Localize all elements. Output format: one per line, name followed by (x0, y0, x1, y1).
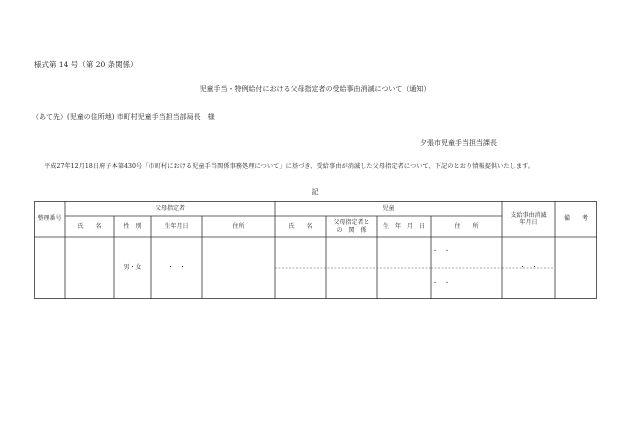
col-child-relation-line2: の 関 係 (336, 226, 367, 234)
sender: 夕張市児童手当担当課長 (420, 139, 497, 147)
col-shometsu-line2: 年月日 (519, 219, 538, 226)
col-child-relation-line1: 父母指定者と (333, 219, 370, 226)
col-parent-address: 住所 (232, 222, 245, 230)
value-sex-choice: 男・女 (123, 264, 142, 272)
col-shometsu-date (502, 201, 555, 237)
col-child-birthdate: 生 年 月 日 (382, 222, 425, 230)
col-child-address: 住 所 (454, 222, 479, 230)
col-parent-sex: 性 別 (123, 222, 142, 230)
col-seiri-bango: 整理番号 (37, 215, 62, 223)
document-title: 児童手当・特例給付における父母指定者の受給事由消滅について（通知） (199, 85, 431, 93)
addressee: （あて先）(児童の住所地) 市町村児童手当担当部局長 様 (32, 113, 215, 121)
group-child-header: 児童 (382, 204, 395, 212)
col-parent-name: 氏 名 (77, 222, 102, 230)
col-child-name: 氏 名 (288, 222, 313, 230)
value-child-birthdate-2: ・ ・ (431, 280, 450, 288)
notification-table (34, 201, 597, 299)
value-child-birthdate-1: ・ ・ (431, 248, 450, 256)
col-biko: 備 考 (563, 215, 588, 223)
group-parent-header: 父母指定者 (154, 204, 185, 212)
col-shometsu-line1: 支給事由消滅 (510, 211, 547, 219)
value-parent-birthdate: ・ ・ (167, 264, 186, 272)
value-shometsu-date: ・ ・ (519, 264, 538, 272)
form-number: 様式第 14 号（第 20 条関係） (34, 60, 138, 69)
body-text: 平成27年12月18日府子本第430号「市町村における児童手当関係事務処理について」に基づき、受給事由が消滅した父母指定者について、下記のとおり情報提供いたします。 (44, 163, 535, 170)
ki-heading: 記 (311, 188, 319, 196)
col-parent-birthdate: 生年月日 (164, 222, 189, 230)
col-child-relation (326, 216, 377, 237)
